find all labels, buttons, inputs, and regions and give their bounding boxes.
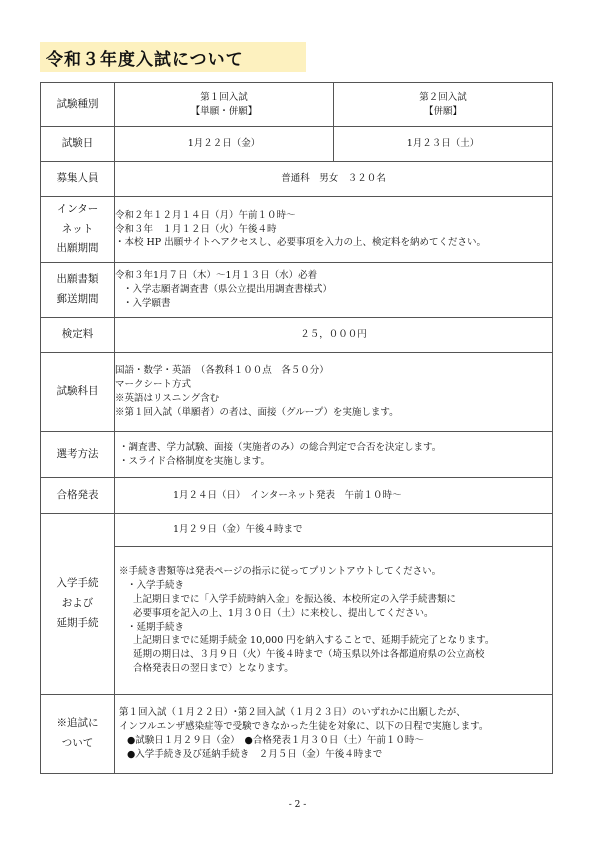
makeup-line: 第１回入試（１月２２日）･第２回入試（１月２３日）のいずれかに出願したが、 (119, 707, 466, 719)
internet-note: ・本校 HP 出願サイトへアクセスし、必要事項を入力の上、検定料を納めてください。 (115, 237, 486, 249)
label-fee: 検定料 (41, 318, 115, 353)
round1-category: 【単願・併願】 (190, 105, 258, 117)
procedure-line: 延期の期日は、３月９日（火）午後４時まで（埼玉県以外は各都道府県の公立高校 (133, 649, 485, 661)
procedure-line: 合格発表日の翌日まで）となります。 (133, 662, 294, 674)
label-line: ネット (61, 222, 94, 235)
label-exam-type: 試験種別 (41, 83, 115, 127)
announcement-value: 1月２４日（日） インターネット発表 午前１０時～ (115, 478, 553, 514)
row-makeup-exam (41, 695, 553, 774)
makeup-exam-body (115, 695, 553, 774)
label-procedure (41, 514, 115, 695)
internet-period-start: 令和２年１２月１４日（月）午前１０時～ (115, 209, 296, 221)
mail-documents-body (115, 263, 553, 318)
subjects-body (115, 353, 553, 432)
procedure-line: 上記期日までに延期手続金 10,000 円を納入することで、延期手続完了となります。 (133, 635, 495, 647)
subjects-line: マークシート方式 (115, 379, 192, 391)
row-procedure-deadline (41, 514, 553, 547)
row-capacity (41, 162, 553, 197)
row-announcement (41, 478, 553, 514)
mail-doc-item: ・入学志願者調査書（県公立提出用調査書様式） (123, 284, 333, 296)
label-selection: 選考方法 (41, 432, 115, 478)
page-title: 令和３年度入試について (46, 49, 244, 70)
round1-type-cell (115, 83, 334, 127)
subjects-line: ※第１回入試（単願者）の者は、面接（グループ）を実施します。 (115, 406, 399, 418)
round2-date: 1月２３日（土） (334, 127, 553, 162)
title-band (40, 42, 306, 72)
procedure-deadline: 1月２９日（金）午後４時まで (115, 514, 553, 547)
mail-period: 令和３年1月７日（木）～1月１３日（水）必着 (115, 270, 318, 282)
label-exam-date: 試験日 (41, 127, 115, 162)
row-fee (41, 318, 553, 353)
makeup-line: インフルエンザ感染症等で受験できなかった生徒を対象に、以下の日程で実施します。 (119, 721, 489, 733)
label-announcement: 合格発表 (41, 478, 115, 514)
row-subjects (41, 353, 553, 432)
row-mail-documents (41, 263, 553, 318)
label-capacity: 募集人員 (41, 162, 115, 197)
procedure-line: ・入学手続き (127, 580, 185, 592)
procedure-details (115, 547, 553, 695)
round2-category: 【併願】 (423, 105, 462, 117)
selection-line: ・スライド合格制度を実施します。 (119, 455, 270, 467)
label-makeup-exam (41, 695, 115, 774)
makeup-line: ●試験日１月２９日（金） ●合格発表１月３０日（土）午前１０時～ (127, 735, 424, 746)
round2-type-cell (334, 83, 553, 127)
procedure-line: 必要事項を記入の上、1月３０日（土）に来校し、提出してください。 (133, 607, 434, 619)
round1-name: 第１回入試 (200, 91, 248, 103)
page-number: - 2 - (288, 800, 307, 810)
selection-body (115, 432, 553, 478)
round1-date: 1月２２日（金） (115, 127, 334, 162)
row-internet-application (41, 197, 553, 263)
row-exam-date (41, 127, 553, 162)
round2-name: 第２回入試 (419, 91, 467, 103)
procedure-line: 上記期日までに「入学手続時納入金」を振込後、本校所定の入学手続書類に (133, 593, 457, 605)
label-line: ※追試に (56, 717, 99, 730)
label-subjects: 試験科目 (41, 353, 115, 432)
selection-line: ・調査書、学力試験、面接（実施者のみ）の総合判定で合否を決定します。 (119, 441, 442, 453)
label-line: 入学手続 (56, 577, 99, 590)
mail-doc-item: ・入学願書 (123, 297, 171, 309)
exam-info-table (40, 82, 553, 774)
label-line: 延期手続 (56, 616, 99, 629)
label-line: インター (56, 202, 99, 215)
row-procedure-details (41, 547, 553, 695)
row-exam-type (41, 83, 553, 127)
label-mail-documents (41, 263, 115, 318)
label-line: 郵送期間 (56, 293, 99, 305)
internet-application-body (115, 197, 553, 263)
procedure-line: ※手続き書類等は発表ページの指示に従ってプリントアウトしてください。 (119, 566, 442, 578)
subjects-line: 国語・数学・英語 （各教科１００点 各５０分） (115, 365, 329, 377)
procedure-line: ・延期手続き (127, 621, 185, 633)
label-line: 出願書類 (56, 273, 99, 286)
row-selection (41, 432, 553, 478)
subjects-line: ※英語はリスニング含む (115, 393, 220, 404)
label-line: および (61, 597, 94, 610)
label-internet-application (41, 197, 115, 263)
internet-period-end: 令和３年 １月１２日（火）午後４時 (115, 223, 277, 235)
label-line: ついて (61, 737, 94, 749)
fee-value: ２５，０００円 (115, 318, 553, 353)
label-line: 出願期間 (56, 242, 99, 255)
makeup-line: ●入学手続き及び延納手続き ２月５日（金）午後４時まで (127, 748, 383, 760)
capacity-value: 普通科 男女 ３２０名 (115, 162, 553, 197)
